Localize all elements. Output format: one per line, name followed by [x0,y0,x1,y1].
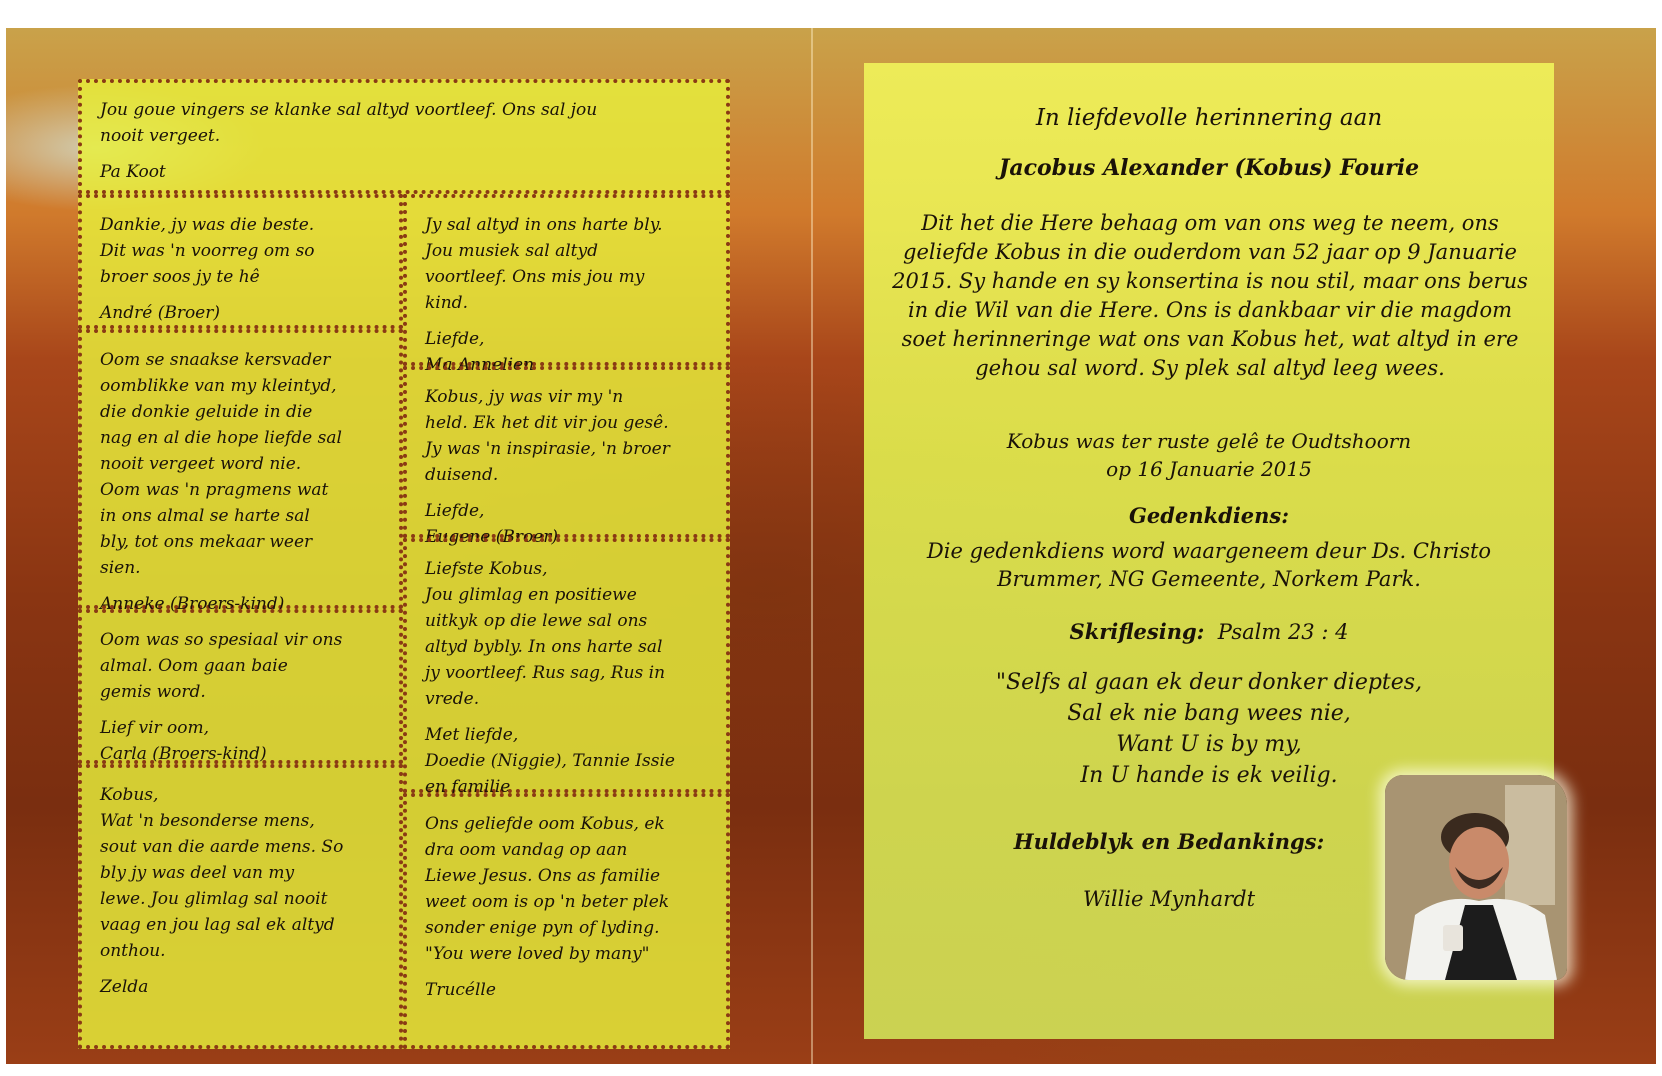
message-signature: André (Broer) [100,303,221,323]
deceased-name: Jacobus Alexander (Kobus) Fourie [998,155,1420,181]
scripture-verse: "Selfs al gaan ek deur donker dieptes, Sal ek nie bang wees nie, Want U is by my, In U hande is ek veilig. [995,670,1423,788]
message-text: Kobus, jy was vir my 'n held. Ek het dit vir jou gesê. Jy was 'n inspirasie, 'n broer duisend. [425,387,670,485]
reading-reference: Psalm 23 : 4 [1217,620,1349,644]
reading-heading: Skriflesing: [1069,619,1205,644]
message-text: Dankie, jy was die beste. Dit was 'n voorreg om so broer soos jy te hê [100,215,315,287]
message-signature: Lief vir oom, Carla (Broers-kind) [100,718,267,764]
message-text: Liefste Kobus, Jou glimlag en positiewe uitkyk op die lewe sal ons altyd bybly. In ons harte sal jy voortleef. Rus sag, Rus in vrede. [425,559,666,709]
message-signature: Liefde, Eugene (Broer) [425,501,559,547]
message-box [403,538,730,797]
portrait-illustration [1385,775,1567,980]
scripture-line [864,619,1554,644]
message-box [78,609,403,764]
memorial-text: Die gedenkdiens word waargeneem deur Ds. Christo Brummer, NG Gemeente, Norkem Park. [926,539,1492,591]
message-text: Ons geliefde oom Kobus, ek dra oom vandag op aan Liewe Jesus. Ons as familie weet oom is op 'n beter plek sonder enige pyn of lyding. "You were loved by many" [425,814,670,964]
tribute-heading: Huldeblyk en Bedankings: [1013,829,1325,854]
message-box [403,366,730,547]
message-signature: Met liefde, Doedie (Niggie), Tannie Issie en familie [425,725,675,797]
obituary-text: Dit het die Here behaag om van ons weg te neem, ons geliefde Kobus in die ouderdom van 52 jaar op 9 Januarie 2015. Sy hande en sy konsertina is nou stil, maar ons berus in die Wil van die Here. Ons is dankbaar vir die magdom soet herinneringe wat ons van Kobus het, wat altyd in ere gehou sal word. Sy plek sal altyd leeg wees. [892,211,1528,380]
memorial-heading: Gedenkdiens: [1128,503,1290,528]
tribute-name: Willie Mynhardt [1082,887,1256,911]
message-box [403,793,730,1049]
page-fold [811,28,813,1064]
message-box [78,79,730,194]
message-signature: Pa Koot [100,162,166,182]
title: In liefdevolle herinnering aan [1035,105,1383,131]
message-text: Jou goue vingers se klanke sal altyd voortleef. Ons sal jou nooit vergeet. [100,100,598,146]
message-text: Oom was so spesiaal vir ons almal. Oom gaan baie gemis word. [100,630,343,702]
message-box [78,329,403,614]
portrait-photo [1385,775,1567,980]
message-signature: Zelda [100,977,149,997]
message-signature: Liefde, Ma Annelien [425,329,535,375]
message-box [78,764,403,1049]
message-box [403,194,730,375]
message-text: Jy sal altyd in ons harte bly. Jou musiek sal altyd voortleef. Ons mis jou my kind. [425,215,663,313]
message-text: Oom se snaakse kersvader oomblikke van my kleintyd, die donkie geluide in die nag en al die hope liefde sal nooit vergeet word nie. Oom was 'n pragmens wat in ons almal se harte sal bly, tot ons mekaar weer sien. [100,350,342,578]
message-signature: Anneke (Broers-kind) [100,594,285,614]
message-text: Kobus, Wat 'n besonderse mens, sout van die aarde mens. So bly jy was deel van my lewe. Jou glimlag sal nooit vaag en jou lag sal ek altyd onthou. [100,785,344,961]
message-box [78,194,403,329]
message-signature: Trucélle [425,980,496,1000]
burial-info: Kobus was ter ruste gelê te Oudtshoorn op 16 Januarie 2015 [1006,429,1412,481]
